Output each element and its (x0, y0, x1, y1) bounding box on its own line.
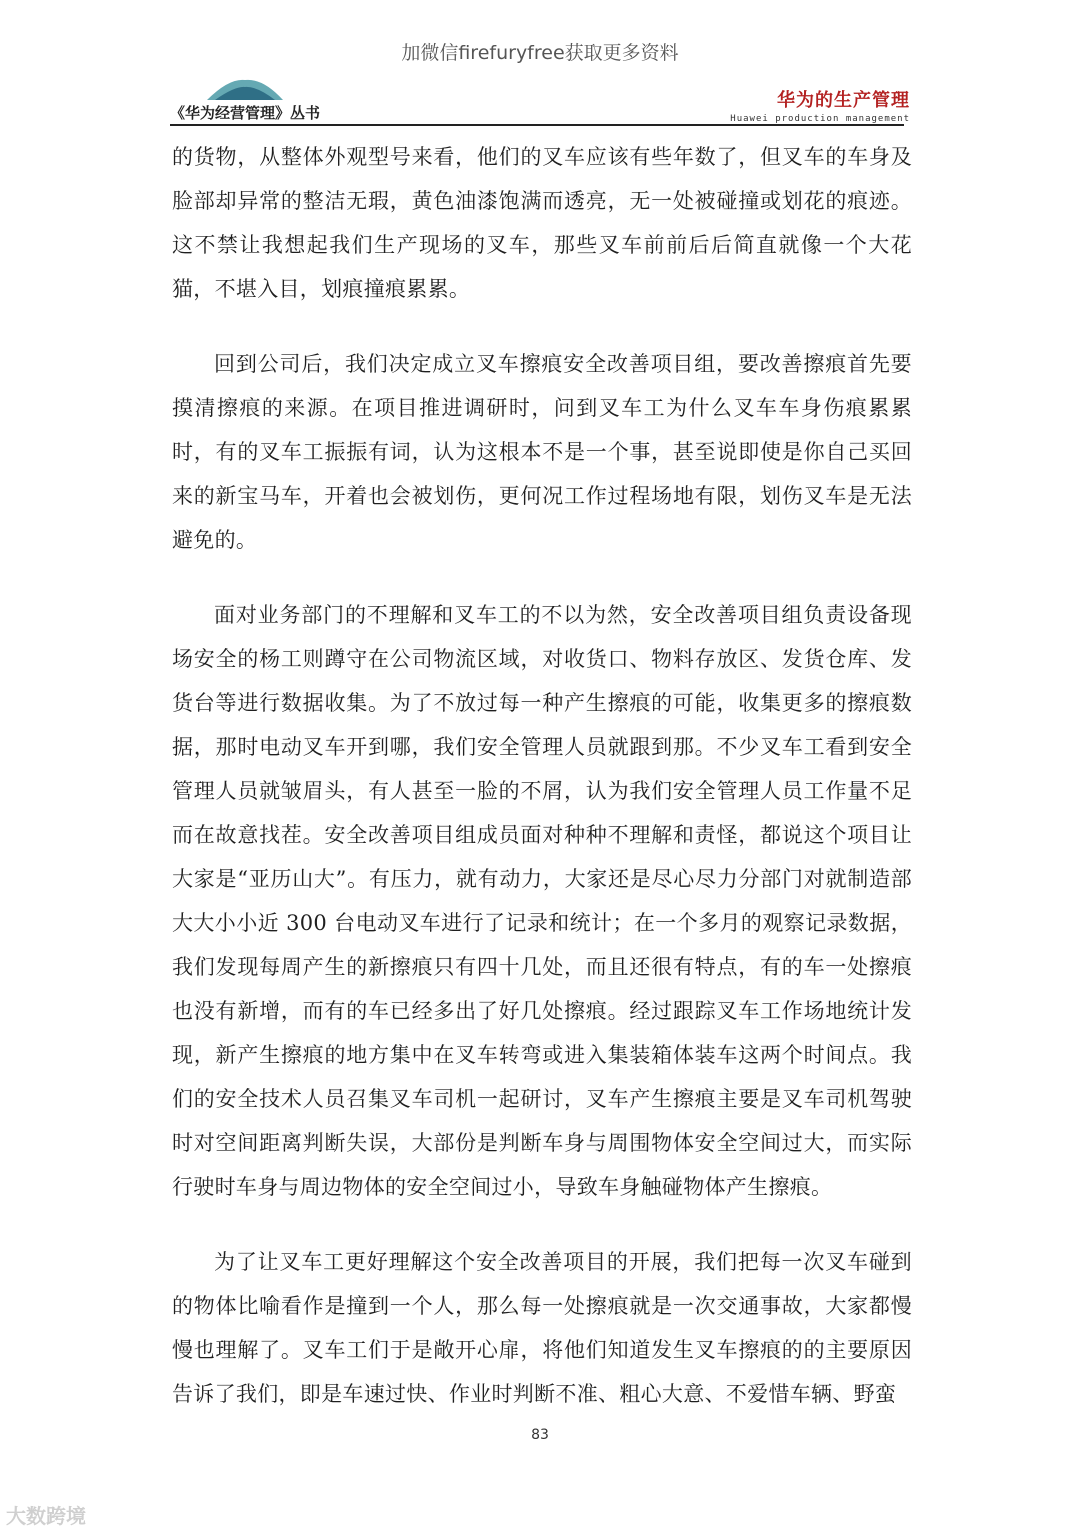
header-right (730, 86, 910, 124)
top-note: 加微信firefuryfree获取更多资料 (401, 42, 679, 64)
book-title-en: Huawei production management (730, 114, 910, 124)
watermark: 大数跨境 (6, 1504, 86, 1528)
paragraph-1: 的货物，从整体外观型号来看，他们的叉车应该有些年数了，但叉车的车身及脸部却异常的整洁无瑕，黄色油漆饱满而透亮，无一处被碰撞或划花的痕迹。这不禁让我想起我们生产现场的叉车，那些叉车前前后后简直就像一个大花猫，不堪入目，划痕撞痕累累。 (172, 145, 912, 301)
body-text (172, 135, 912, 1447)
paragraph-4: 为了让叉车工更好理解这个安全改善项目的开展，我们把每一次叉车碰到的物体比喻看作是撞到一个人，那么每一处擦痕就是一次交通事故，大家都慢慢也理解了。叉车工们于是敞开心扉，将他们知道发生叉车擦痕的的主要原因告诉了我们，即是车速过快、作业时判断不准、粗心大意、不爱惜车辆、野蛮 (172, 1250, 912, 1406)
mountain-logo-icon (205, 76, 285, 102)
series-title: 《华为经营管理》丛书 (170, 104, 321, 122)
paragraph-3: 面对业务部门的不理解和叉车工的不以为然，安全改善项目组负责设备现场安全的杨工则蹲守在公司物流区域，对收货口、物料存放区、发货仓库、发货台等进行数据收集。为了不放过每一种产生擦痕的可能，收集更多的擦痕数据，那时电动叉车开到哪，我们安全管理人员就跟到那。不少叉车工看到安全管理人员就皱眉头，有人甚至一脸的不屑，认为我们安全管理人员工作量不足而在故意找茬。安全改善项目组成员面对种种不理解和责怪，都说这个项目让大家是“亚历山大”。有压力，就有动力，大家还是尽心尽力分部门对就制造部大大小小近 300 台电动叉车进行了记录和统计；在一个多月的观察记录数据，我们发现每周产生的新擦痕只有四十几处，而且还很有特点，有的车一处擦痕也没有新增，而有的车已经多出了好几处擦痕。经过跟踪叉车工作场地统计发现，新产生擦痕的地方集中在叉车转弯或进入集装箱体装车这两个时间点。我们的安全技术人员召集叉车司机一起研讨，叉车产生擦痕主要是叉车司机驾驶时对空间距离判断失误，大部份是判断车身与周围物体安全空间过大，而实际行驶时车身与周边物体的安全空间过小，导致车身触碰物体产生擦痕。 (172, 603, 912, 1199)
paragraph-2: 回到公司后，我们决定成立叉车擦痕安全改善项目组，要改善擦痕首先要摸清擦痕的来源。在项目推进调研时，问到叉车工为什么叉车车身伤痕累累时，有的叉车工振振有词，认为这根本不是一个事，甚至说即使是你自己买回来的新宝马车，开着也会被划伤，更何况工作过程场地有限，划伤叉车是无法避免的。 (172, 352, 912, 552)
book-title: 华为的生产管理 (777, 90, 910, 111)
header-divider (170, 124, 904, 126)
page-number: 83 (531, 1427, 549, 1443)
